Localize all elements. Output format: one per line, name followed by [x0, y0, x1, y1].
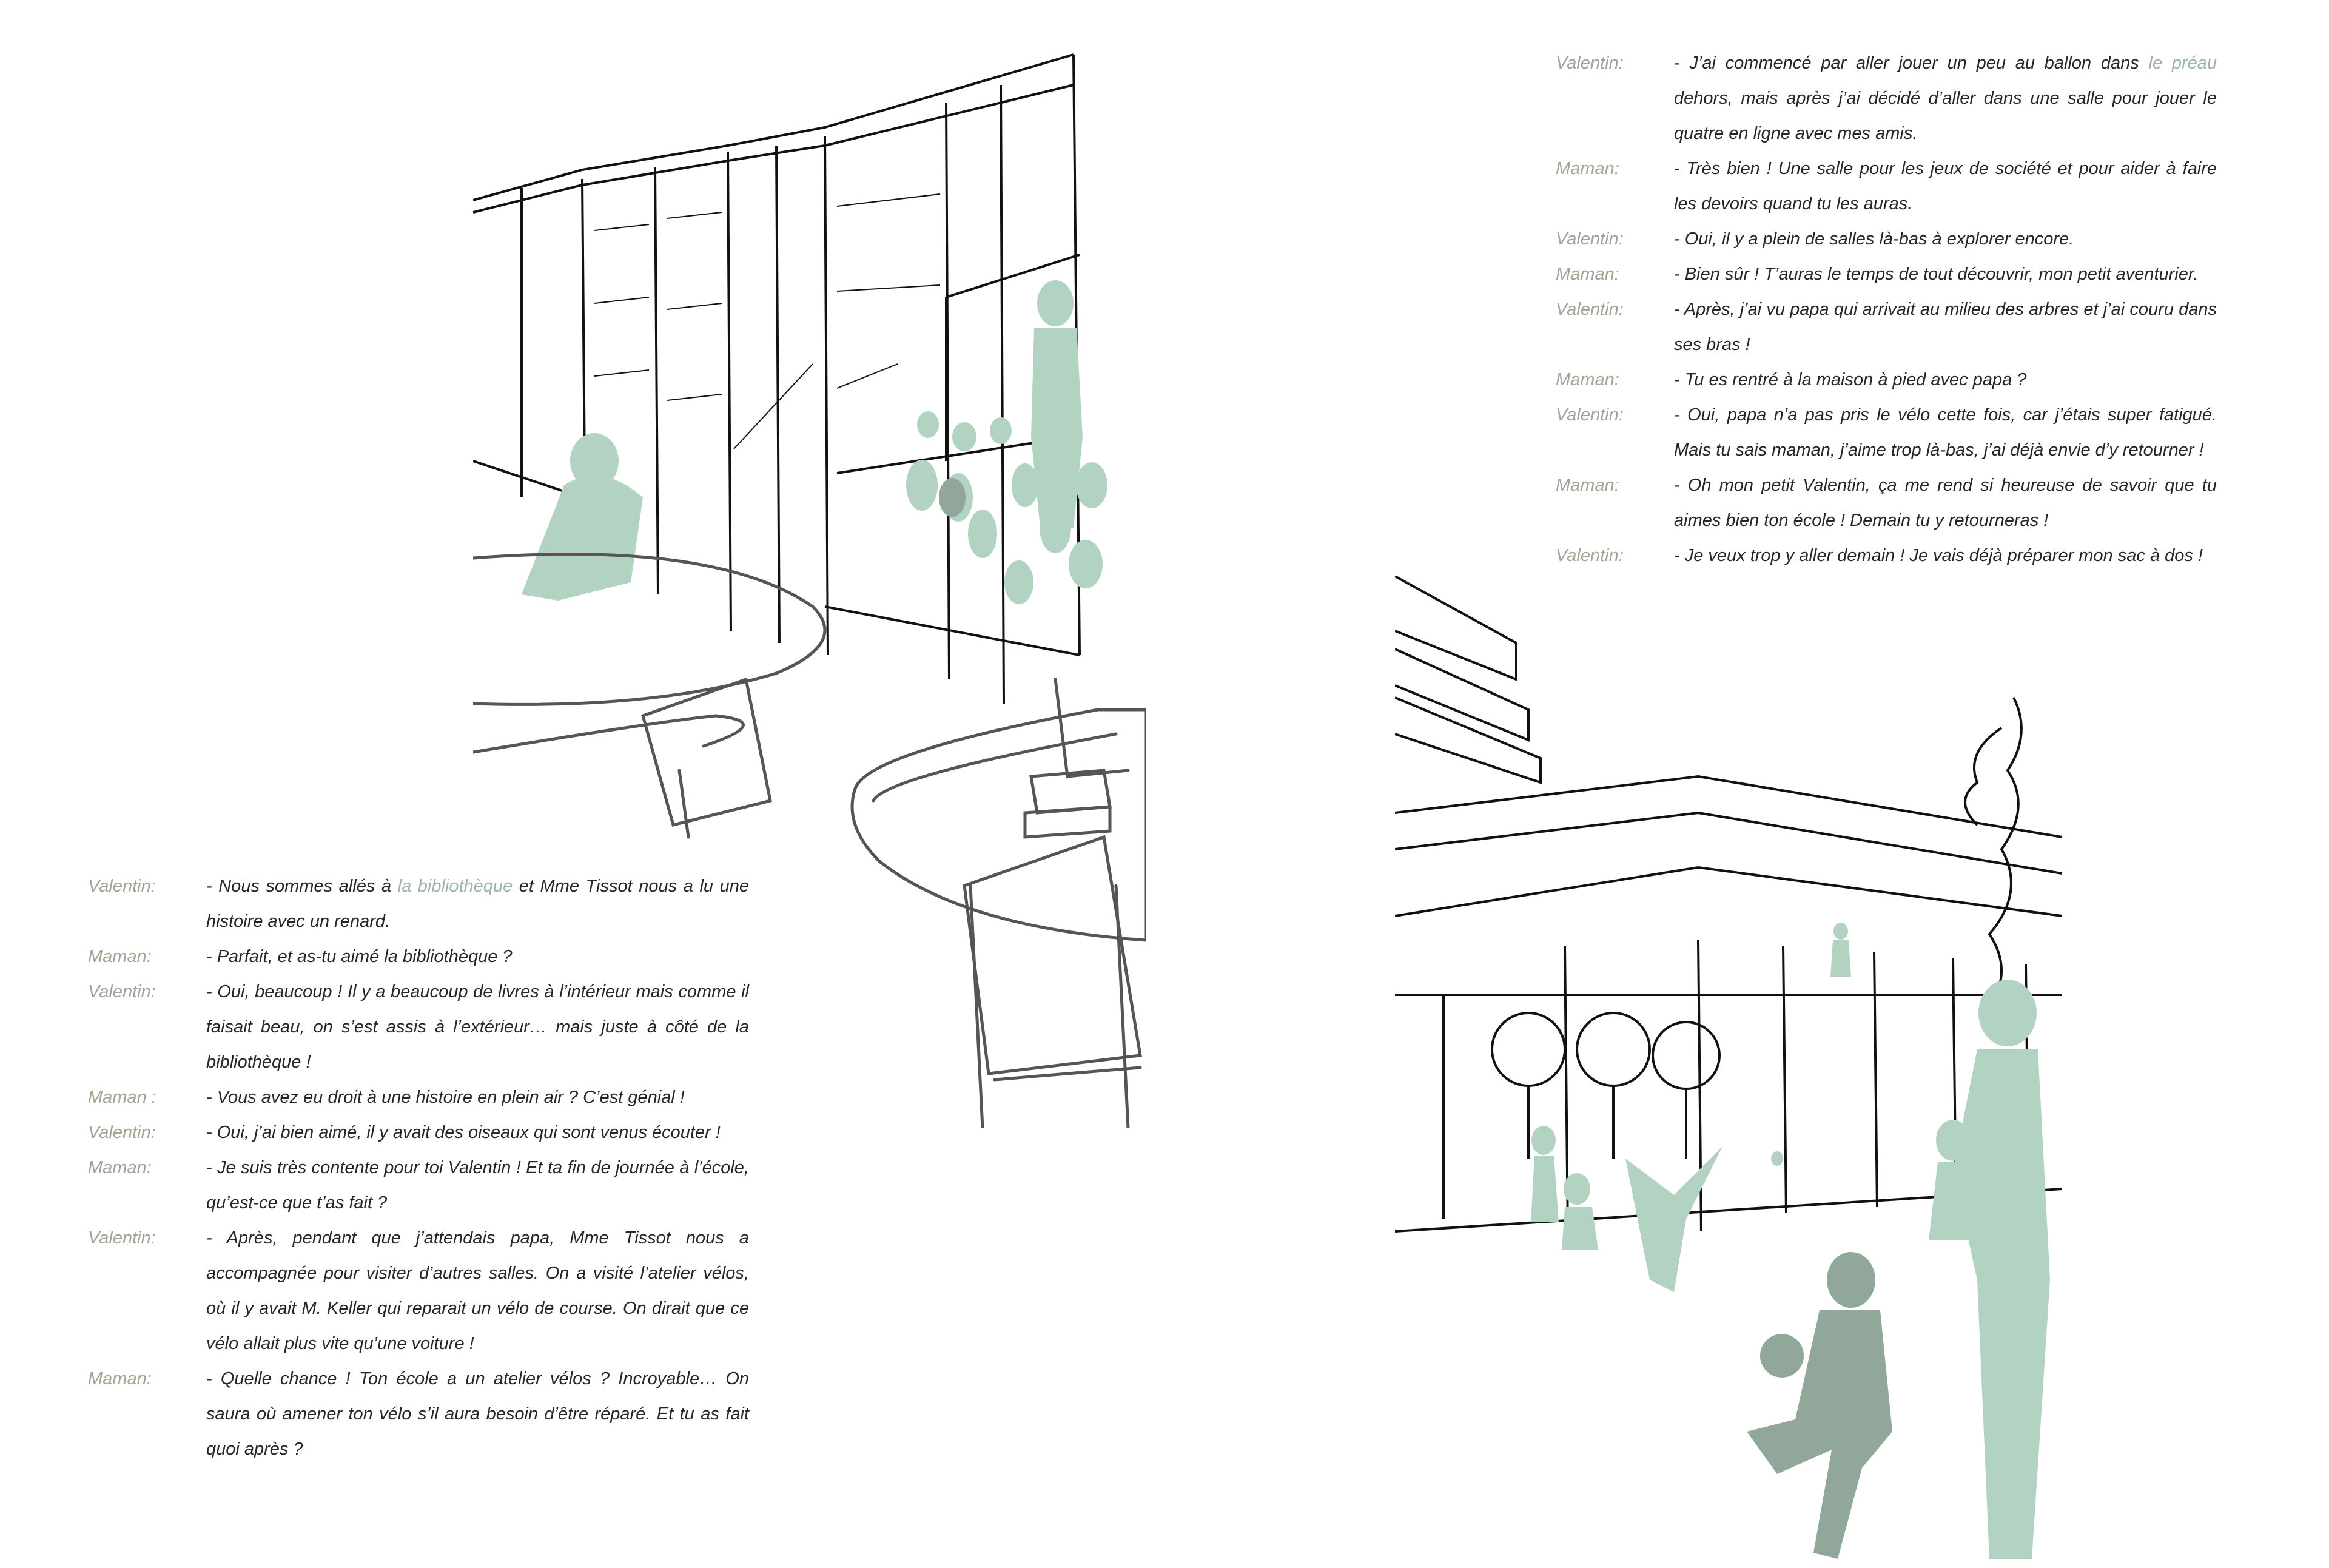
dialogue-line	[1556, 397, 2217, 468]
dialogue-text	[1674, 538, 2217, 573]
speaker-label: Valentin:	[1556, 546, 1624, 565]
speaker-label: Maman:	[88, 947, 152, 966]
speaker-label: Valentin:	[1556, 405, 1624, 425]
dialogue-text	[1674, 221, 2217, 257]
dialogue-line	[1556, 151, 2217, 221]
dialogue-line	[1556, 45, 2217, 151]
dialogue-line	[88, 974, 749, 1080]
text-segment: dehors, mais après j’ai décidé d’aller dans une salle pour jouer le quatre en ligne avec mes amis.	[1674, 89, 2217, 143]
text-segment: - Quelle chance ! Ton école a un atelier vélos ? Incroyable… On saura où amener ton vélo s’il aura besoin d’être réparé. Et tu as fait quoi après ?	[206, 1369, 749, 1459]
dialogue-text	[206, 1150, 749, 1220]
text-segment: - Oui, papa n’a pas pris le vélo cette fois, car j’étais super fatigué. Mais tu sais maman, j’aime trop là-bas, j’ai déjà envie d’y retourner !	[1674, 405, 2217, 460]
dialogue-line	[88, 1150, 749, 1220]
dialogue-text	[206, 1361, 749, 1467]
text-segment: - Oh mon petit Valentin, ça me rend si heureuse de savoir que tu aimes bien ton école ! Demain tu y retourneras !	[1674, 476, 2217, 530]
dialogue-text	[1674, 397, 2217, 468]
dialogue-text	[1674, 151, 2217, 221]
speaker-label: Maman:	[1556, 264, 1619, 284]
text-segment: - Je veux trop y aller demain ! Je vais déjà préparer mon sac à dos !	[1674, 546, 2203, 565]
dialogue-text	[1674, 257, 2217, 292]
dialogue-text	[206, 869, 749, 939]
text-segment: - Bien sûr ! T’auras le temps de tout découvrir, mon petit aventurier.	[1674, 264, 2199, 284]
highlighted-place: le préau	[2148, 53, 2217, 73]
speaker-label: Valentin:	[1556, 53, 1624, 73]
text-segment: - Nous sommes allés à	[206, 877, 398, 896]
dialogue-line	[1556, 468, 2217, 538]
speaker-label: Valentin:	[1556, 229, 1624, 249]
dialogue-right	[1556, 45, 2217, 573]
speaker-label: Maman:	[1556, 370, 1619, 389]
speaker-label: Valentin:	[1556, 300, 1624, 319]
dialogue-line	[88, 1361, 749, 1467]
speaker-label: Valentin:	[88, 1228, 156, 1248]
courtyard-illustration	[1395, 576, 2074, 1565]
speaker-label: Valentin:	[88, 1123, 156, 1142]
dialogue-text	[1674, 468, 2217, 538]
text-segment: - Oui, beaucoup ! Il y a beaucoup de livres à l’intérieur mais comme il faisait beau, on s’est assis à l’extérieur… mais juste à côté de la bibliothèque !	[206, 982, 749, 1072]
speaker-label: Maman:	[88, 1158, 152, 1177]
text-segment: - Après, j’ai vu papa qui arrivait au milieu des arbres et j’ai couru dans ses bras !	[1674, 300, 2217, 354]
speaker-label: Maman:	[1556, 476, 1619, 495]
speaker-label: Valentin:	[88, 982, 156, 1001]
text-segment: - Après, pendant que j’attendais papa, Mme Tissot nous a accompagnée pour visiter d’autres salles. On a visité l’atelier vélos, où il y avait M. Keller qui reparait un vélo de course. On dirait que ce vélo allait plus vite qu’une voiture !	[206, 1228, 749, 1353]
text-segment: - Oui, il y a plein de salles là-bas à explorer encore.	[1674, 229, 2074, 249]
text-segment: - Tu es rentré à la maison à pied avec papa ?	[1674, 370, 2027, 389]
dialogue-text	[206, 1080, 749, 1115]
dialogue-line	[1556, 257, 2217, 292]
dialogue-line	[88, 1115, 749, 1150]
dialogue-line	[88, 1220, 749, 1361]
dialogue-line	[88, 939, 749, 974]
speaker-label: Maman:	[1556, 159, 1619, 178]
dialogue-line	[1556, 538, 2217, 573]
highlighted-place: la bibliothèque	[397, 877, 513, 896]
dialogue-line	[1556, 362, 2217, 397]
dialogue-text	[206, 939, 749, 974]
dialogue-line	[1556, 292, 2217, 362]
dialogue-line	[88, 869, 749, 939]
text-segment: - Je suis très contente pour toi Valentin ! Et ta fin de journée à l’école, qu’est-ce que t’as fait ?	[206, 1158, 749, 1213]
text-segment: - Vous avez eu droit à une histoire en plein air ? C’est génial !	[206, 1088, 685, 1107]
dialogue-text	[1674, 362, 2217, 397]
dialogue-left	[88, 869, 749, 1467]
text-segment: - Très bien ! Une salle pour les jeux de société et pour aider à faire les devoirs quand tu les auras.	[1674, 159, 2217, 214]
dialogue-text	[1674, 45, 2217, 151]
speaker-label: Valentin:	[88, 877, 156, 896]
dialogue-text	[206, 1220, 749, 1361]
courtyard-drawing	[1395, 576, 2074, 1565]
dialogue-line	[88, 1080, 749, 1115]
text-segment: - Parfait, et as-tu aimé la bibliothèque ?	[206, 947, 513, 966]
dialogue-text	[206, 974, 749, 1080]
speaker-label: Maman :	[88, 1088, 156, 1107]
speaker-label: Maman:	[88, 1369, 152, 1388]
text-segment: - Oui, j’ai bien aimé, il y avait des oiseaux qui sont venus écouter !	[206, 1123, 721, 1142]
dialogue-text	[1674, 292, 2217, 362]
dialogue-line	[1556, 221, 2217, 257]
dialogue-text	[206, 1115, 749, 1150]
text-segment: - J’ai commencé par aller jouer un peu au ballon dans	[1674, 53, 2149, 73]
text-segment: et Mme Tissot nous a lu une histoire avec un renard.	[206, 877, 749, 931]
